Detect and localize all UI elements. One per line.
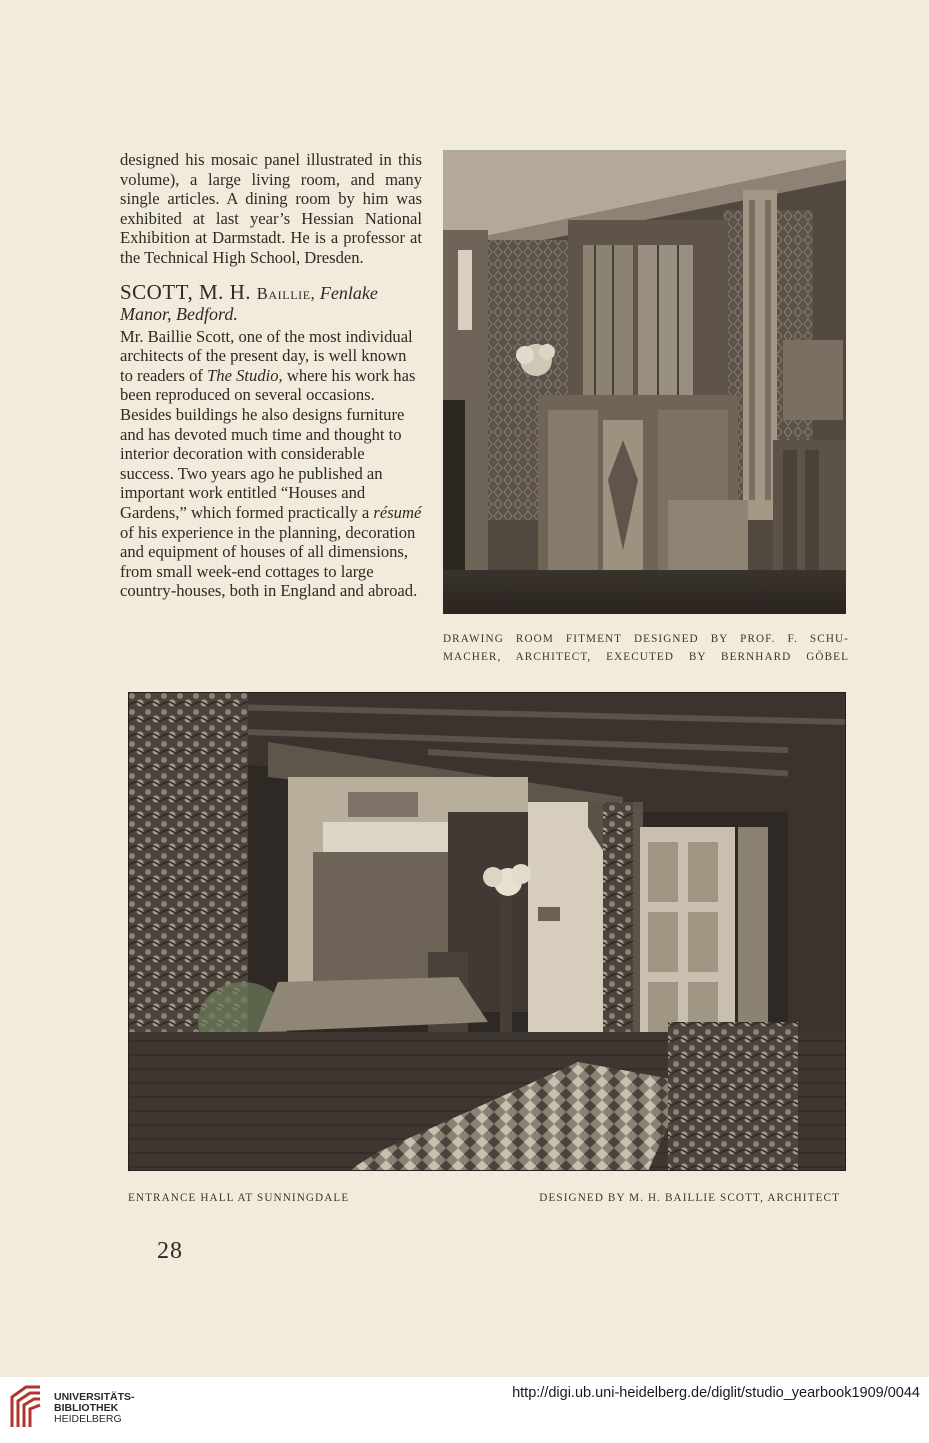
drawing-room-caption [443,630,849,666]
entrance-hall-caption-left: ENTRANCE HALL AT SUNNINGDALE [128,1192,350,1204]
paragraph-2-part-c: of his experience in the planning, decoration and equipment of houses of all dimensions, from small week-end cottages to large country-houses, both in England and abroad. [120,522,418,601]
article-paragraph-2 [120,327,422,601]
article-column [120,150,422,601]
paragraph-2-part-a: Mr. Baillie Scott, one of the most individual architects of the present day, is well known to readers of [120,326,413,385]
entrance-hall-photo [128,692,846,1171]
library-logo-icon[interactable] [8,1383,46,1429]
library-name-line-1: UNIVERSITÄTS- [54,1391,135,1403]
entrance-hall-caption-right: DESIGNED BY M. H. BAILLIE SCOTT, ARCHITECT [539,1192,840,1204]
drawing-room-caption-line-1: DRAWING ROOM FITMENT DESIGNED BY PROF. F. SCHU- [443,633,849,645]
heading-place-1: Fenlake [315,282,378,303]
source-url-link[interactable]: http://digi.ub.uni-heidelberg.de/diglit/studio_yearbook1909/0044 [512,1385,920,1401]
drawing-room-photo [443,150,846,614]
article-paragraph-1: designed his mosaic panel illustrated in this volume), a large living room, and many single articles. A dining room by him was exhibited at last year’s Hessian National Exhibition at Darmstadt. He is a professor at the Technical High School, Dresden. [120,150,422,267]
paragraph-2-part-b: where his work has been reproduced on several occasions. Besides buildings he also designs furniture and has devoted much time and thought to interior decoration with considerable success. Two years ago he published an important work entitled “Houses and Gardens,” which formed practically a [120,365,416,522]
resume-word: résumé [373,502,422,522]
heading-place-2: Manor, Bedford. [120,303,238,324]
page-number: 28 [157,1238,183,1264]
entry-heading [120,279,422,325]
the-studio-title: The Studio, [207,365,283,385]
drawing-room-caption-line-2: MACHER, ARCHITECT, EXECUTED BY BERNHARD GÖBEL [443,651,849,663]
heading-surname: SCOTT, [120,279,194,304]
library-name-line-2: BIBLIOTHEK [54,1402,119,1414]
heading-name: Baillie, [256,283,316,303]
heading-initials: M. H. [193,279,257,304]
library-name[interactable] [54,1392,135,1425]
library-name-line-3: HEIDELBERG [54,1413,122,1425]
